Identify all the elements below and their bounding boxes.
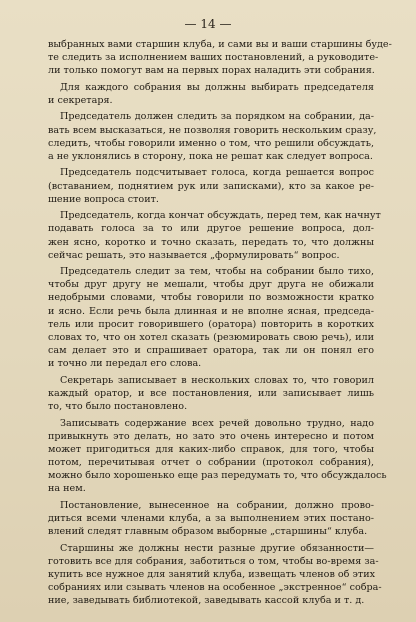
text-line: и точно ли передал его слова. (48, 358, 202, 370)
paragraph (48, 499, 374, 538)
text-line: может пригодиться для каких-либо справок, для того, чтобы (48, 443, 374, 455)
text-line: тель или просит говорившего (оратора) повторить в коротких (48, 318, 374, 330)
paragraph (48, 417, 387, 496)
text-line: жен ясно, коротко и точно сказать, передать то, что должны (48, 236, 374, 248)
text-line: влений следят главным образом выборные „старшины“ клуба. (48, 526, 368, 538)
page-body-text (48, 38, 392, 611)
text-line: потом, перечитывая отчет о собрании (протокол собрания), (48, 456, 374, 468)
text-line: можно было хорошенько еще раз передумать то, что обсуждалось (48, 470, 387, 482)
text-line: недобрыми словами, чтобы говорили по возможности кратко (48, 292, 374, 304)
text-line: словах то, что он хотел сказать (резюмировать свою речь), или (48, 331, 374, 343)
paragraph (48, 209, 381, 262)
text-line: на нем. (48, 483, 86, 495)
text-line: Председатель должен следить за порядком на собрании, да- (60, 111, 374, 123)
text-line: Председатель, когда кончат обсуждать, перед тем, как начнут (60, 210, 381, 222)
text-line: Для каждого собрания вы должны выбирать председателя (60, 81, 374, 93)
text-line: диться всеми членами клуба, а за выполнением этих постано- (48, 512, 374, 524)
text-line: Записывать содержание всех речей довольно трудно, надо (60, 417, 374, 429)
text-line: привыкнуть это делать, но зато это очень интересно и потом (48, 430, 374, 442)
text-line: (вставанием, поднятием рук или записками), кто за какое ре- (48, 180, 374, 192)
text-line: вать всем высказаться, не позволяя говорить нескольким сразу, (48, 124, 377, 136)
paragraph (48, 265, 374, 370)
paragraph (48, 166, 374, 205)
text-line: готовить все для собрания, заботиться о том, чтобы во-время за- (48, 555, 379, 567)
text-line: Председатель следит за тем, чтобы на собрании было тихо, (60, 266, 374, 278)
text-line: ние, заведывать библиотекой, заведывать кассой клуба и т. д. (48, 595, 365, 607)
text-line: сейчас решать, это называется „формулировать“ вопрос. (48, 249, 340, 261)
text-line: Председатель подсчитывает голоса, когда решается вопрос (60, 167, 374, 179)
text-line: подавать голоса за то или другое решение вопроса, дол- (48, 223, 374, 235)
text-line: и секретаря. (48, 94, 113, 106)
text-line: а не уклонялись в сторону, пока не решат как следует вопроса. (48, 150, 373, 162)
text-line: выбранных вами старшин клуба, и сами вы и ваши старшины буде- (48, 39, 392, 50)
paragraph (48, 81, 374, 107)
text-line: и ясно. Если речь была длинная и не вполне ясная, председа- (48, 305, 374, 317)
text-line: Секретарь записывает в нескольких словах то, что говорил (60, 374, 374, 386)
paragraph (48, 374, 374, 413)
page-number: — 14 — (184, 17, 232, 31)
text-line: чтобы друг другу не мешали, чтобы друг друга не обижали (48, 279, 374, 291)
text-line: сам делает это и спрашивает оратора, так ли он понял его (48, 345, 374, 357)
text-line: Постановление, вынесенное на собрании, должно прово- (60, 499, 374, 511)
text-line: собраниях или сзывать членов на особенное „экстренное“ собра- (48, 582, 382, 593)
text-line: каждый оратор, и все постановления, или записывает лишь (48, 387, 374, 399)
text-line: то, что было постановлено. (48, 401, 188, 412)
text-line: следить, чтобы говорили именно о том, что решили обсуждать, (48, 137, 374, 149)
paragraph (48, 542, 382, 608)
paragraph (48, 38, 392, 77)
text-line: Старшины же должны нести разные другие обязанности— (60, 542, 374, 554)
text-line: ли только помогут вам на первых порах наладить эти собрания. (48, 65, 375, 77)
text-line: купить все нужное для занятий клуба, извещать членов об этих (48, 568, 375, 580)
paragraph (48, 110, 377, 163)
text-line: те следить за исполнением ваших постановлений, а руководите- (48, 52, 379, 64)
text-line: шение вопроса стоит. (48, 193, 159, 205)
